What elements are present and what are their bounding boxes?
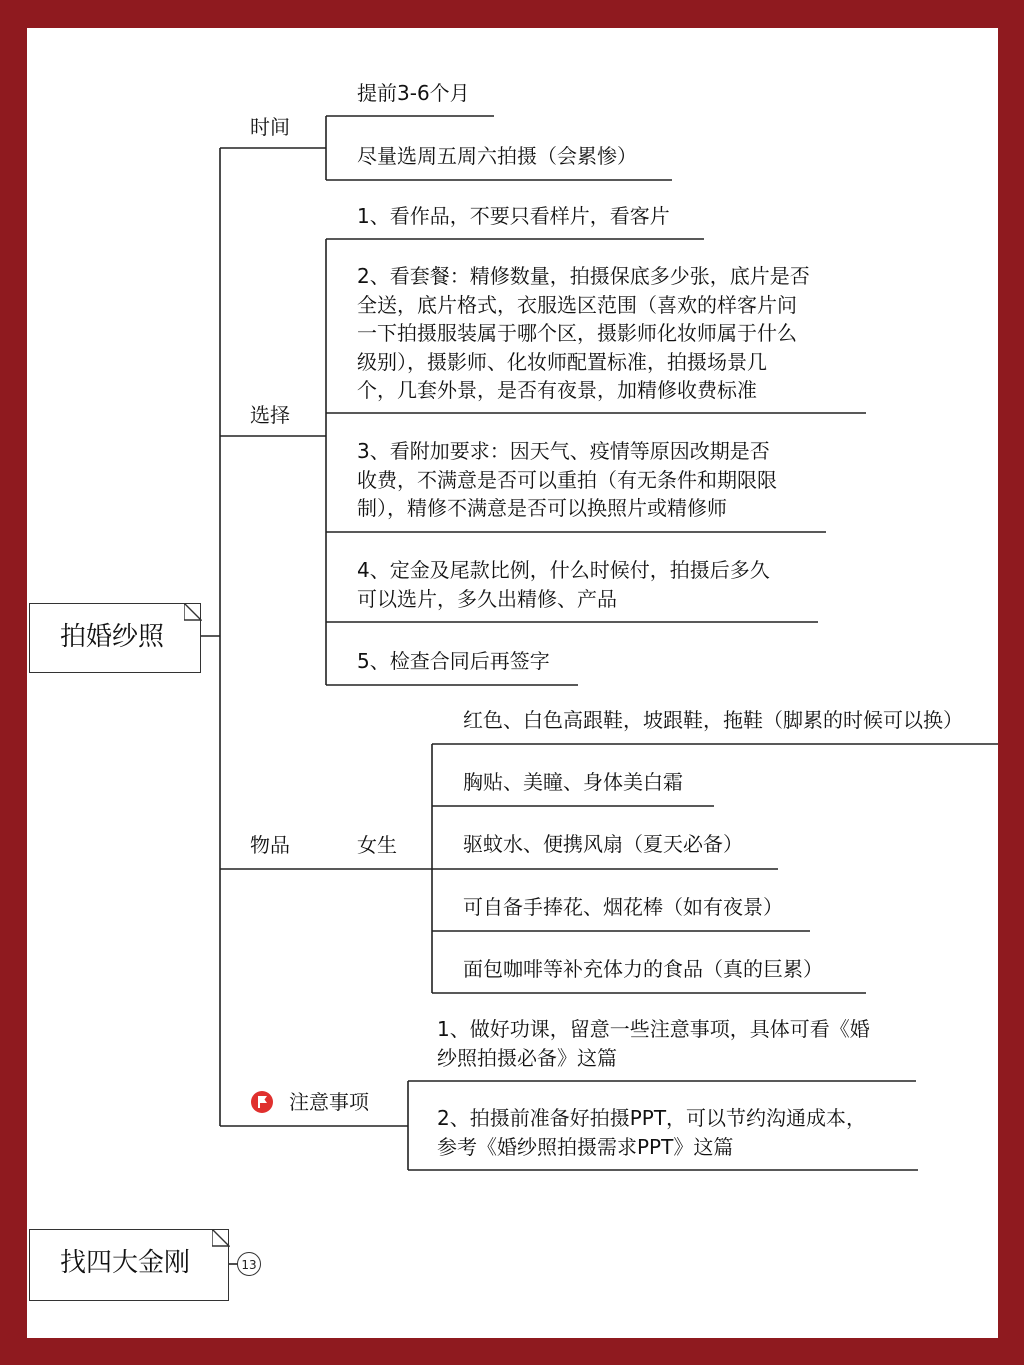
choose-item[interactable]: 2、看套餐：精修数量，拍摄保底多少张，底片是否 全送，底片格式，衣服选区范围（喜欢的样客片问 一下拍摄服装属于哪个区，摄影师化妆师属于什么 级别），摄影师、化妆师配置标准，拍摄场景几 个，几套外景，是否有夜景，加精修收费标准	[357, 264, 810, 402]
root-node-wedding-photos[interactable]	[29, 603, 201, 673]
notes-item[interactable]: 1、做好功课，留意一些注意事项，具体可看《婚 纱照拍摄必备》这篇	[437, 1017, 870, 1070]
flag-icon	[251, 1091, 273, 1113]
root-node-find-vendors[interactable]	[29, 1229, 229, 1301]
root2-node-label: 找四大金刚	[60, 1248, 191, 1278]
items-item[interactable]: 可自备手捧花、烟花棒（如有夜景）	[463, 895, 783, 919]
root-node-label: 拍婚纱照	[60, 622, 165, 652]
root-fold-corner	[184, 603, 202, 621]
items-item[interactable]: 驱蚊水、便携风扇（夏天必备）	[463, 832, 743, 856]
choose-item[interactable]: 5、检查合同后再签字	[357, 649, 550, 673]
root2-fold-corner	[212, 1229, 230, 1247]
time-item[interactable]: 提前3-6个月	[357, 81, 470, 105]
choose-item[interactable]: 4、定金及尾款比例，什么时候付，拍摄后多久 可以选片，多久出精修、产品	[357, 558, 770, 611]
items-item[interactable]: 面包咖啡等补充体力的食品（真的巨累）	[463, 957, 823, 981]
branch-label-notes[interactable]: 注意事项	[289, 1090, 369, 1114]
collapsed-count-badge[interactable]: 13	[237, 1252, 261, 1276]
items-item[interactable]: 红色、白色高跟鞋，坡跟鞋，拖鞋（脚累的时候可以换）	[463, 708, 963, 732]
branch-label-time[interactable]: 时间	[250, 115, 290, 139]
time-item[interactable]: 尽量选周五周六拍摄（会累惨）	[357, 144, 637, 168]
notes-item[interactable]: 2、拍摄前准备好拍摄PPT，可以节约沟通成本， 参考《婚纱照拍摄需求PPT》这篇	[437, 1106, 867, 1159]
branch-label-choose[interactable]: 选择	[250, 403, 290, 427]
choose-item[interactable]: 1、看作品，不要只看样片，看客片	[357, 204, 670, 228]
sub-branch-label-women[interactable]: 女生	[357, 833, 397, 857]
items-item[interactable]: 胸贴、美瞳、身体美白霜	[463, 770, 683, 794]
choose-item[interactable]: 3、看附加要求：因天气、疫情等原因改期是否 收费，不满意是否可以重拍（有无条件和期限限 制），精修不满意是否可以换照片或精修师	[357, 439, 777, 520]
branch-label-items[interactable]: 物品	[250, 833, 290, 857]
